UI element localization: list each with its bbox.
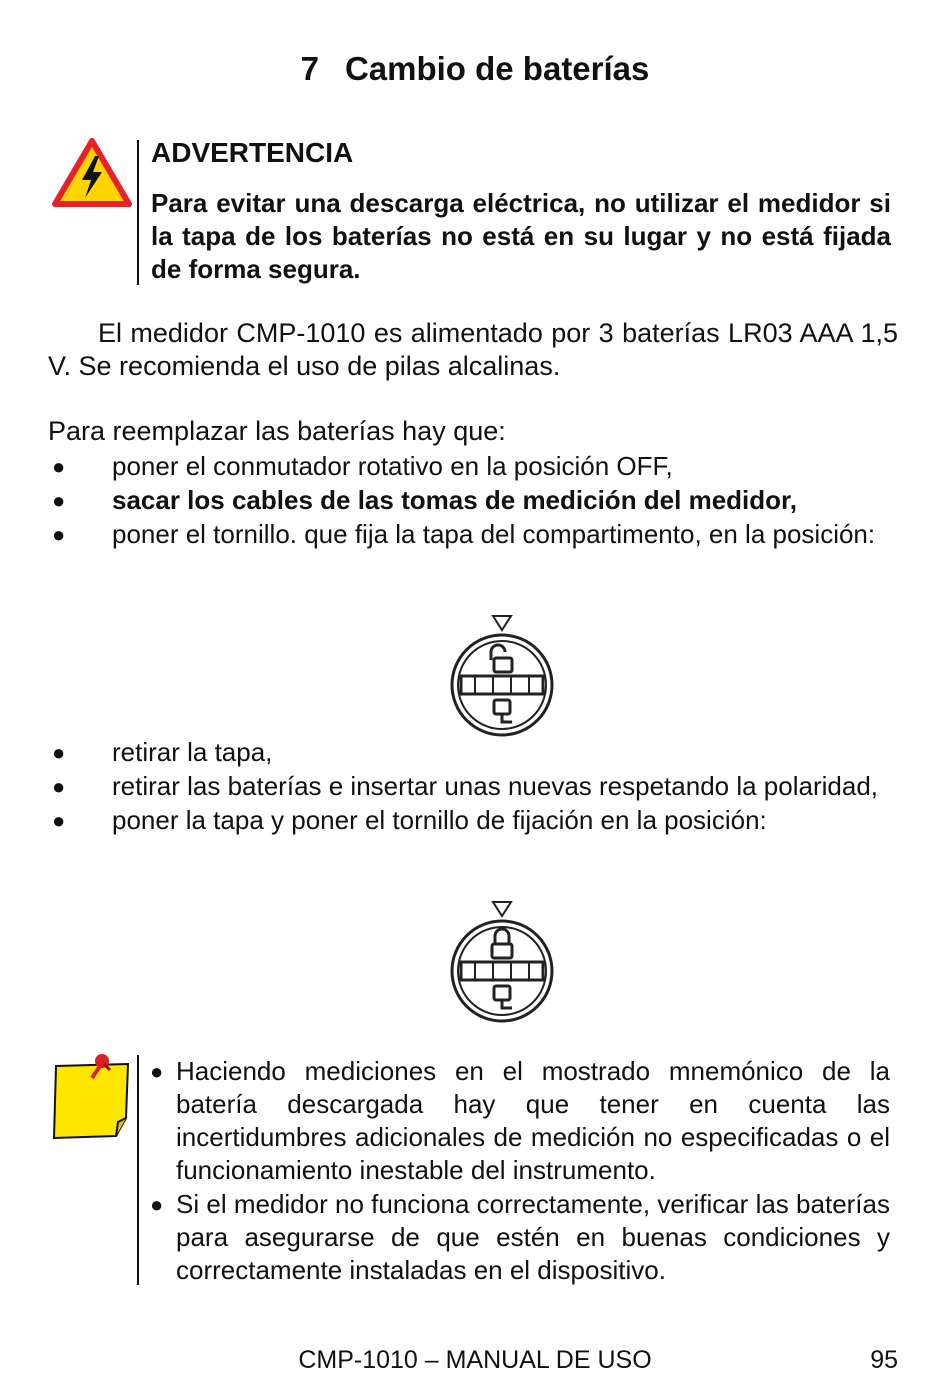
list-item (48, 518, 898, 551)
steps-list-a (48, 450, 898, 552)
bullet-icon: ● (52, 774, 66, 799)
section-title-text: Cambio de baterías (344, 50, 650, 87)
list-item (48, 484, 898, 517)
step-text: poner la tapa y poner el tornillo de fijación en la posición: (112, 805, 767, 835)
section-title (0, 50, 950, 88)
step-text: poner el conmutador rotativo en la posición OFF, (112, 451, 673, 481)
list-item (48, 770, 898, 803)
intro-paragraph: El medidor CMP-1010 es alimentado por 3 baterías LR03 AAA 1,5 V. Se recomienda el uso de pilas alcalinas. (48, 318, 898, 381)
notes-list (150, 1055, 890, 1288)
steps-list-b (48, 736, 898, 838)
replace-intro: Para reemplazar las baterías hay que: (48, 416, 506, 446)
list-item (150, 1188, 890, 1287)
warning-divider (137, 140, 139, 285)
bullet-icon: ● (52, 808, 66, 833)
bullet-icon: ● (52, 454, 66, 479)
step-text: retirar la tapa, (112, 737, 273, 767)
list-item (150, 1055, 890, 1187)
note-text: Haciendo mediciones en el mostrado mnemónico de la batería descargada hay que tener en cuenta las incertidumbres adicionales de medición no especificadas o el funcionamiento inestable del instrumento. (176, 1056, 890, 1185)
page-number: 95 (870, 1346, 898, 1374)
unlocked-screw-icon (447, 612, 557, 742)
electric-hazard-icon (52, 138, 132, 208)
list-item (48, 804, 898, 837)
section-number: 7 (300, 50, 319, 87)
step-text: poner el tornillo. que fija la tapa del compartimento, en la posición: (112, 519, 876, 549)
locked-screw-icon (447, 898, 557, 1028)
step-text: retirar las baterías e insertar unas nuevas respetando la polaridad, (112, 771, 878, 801)
bullet-icon: ● (150, 1192, 164, 1217)
bullet-icon: ● (150, 1059, 164, 1084)
note-divider (137, 1055, 139, 1285)
warning-heading: ADVERTENCIA (151, 137, 354, 168)
list-item (48, 736, 898, 769)
note-text: Si el medidor no funciona correctamente, verificar las baterías para asegurarse de que estén en buenas condiciones y correctamente instaladas en el dispositivo. (176, 1189, 890, 1285)
sticky-note-pin-icon (50, 1052, 132, 1142)
warning-text: Para evitar una descarga eléctrica, no utilizar el medidor si la tapa de los baterías no está en su lugar y no está fijada de forma segura. (151, 188, 891, 284)
bullet-icon: ● (52, 740, 66, 765)
bullet-icon: ● (52, 488, 66, 513)
footer-title: CMP-1010 – MANUAL DE USO (298, 1346, 652, 1374)
step-text: sacar los cables de las tomas de medición del medidor, (112, 485, 797, 515)
list-item (48, 450, 898, 483)
bullet-icon: ● (52, 522, 66, 547)
